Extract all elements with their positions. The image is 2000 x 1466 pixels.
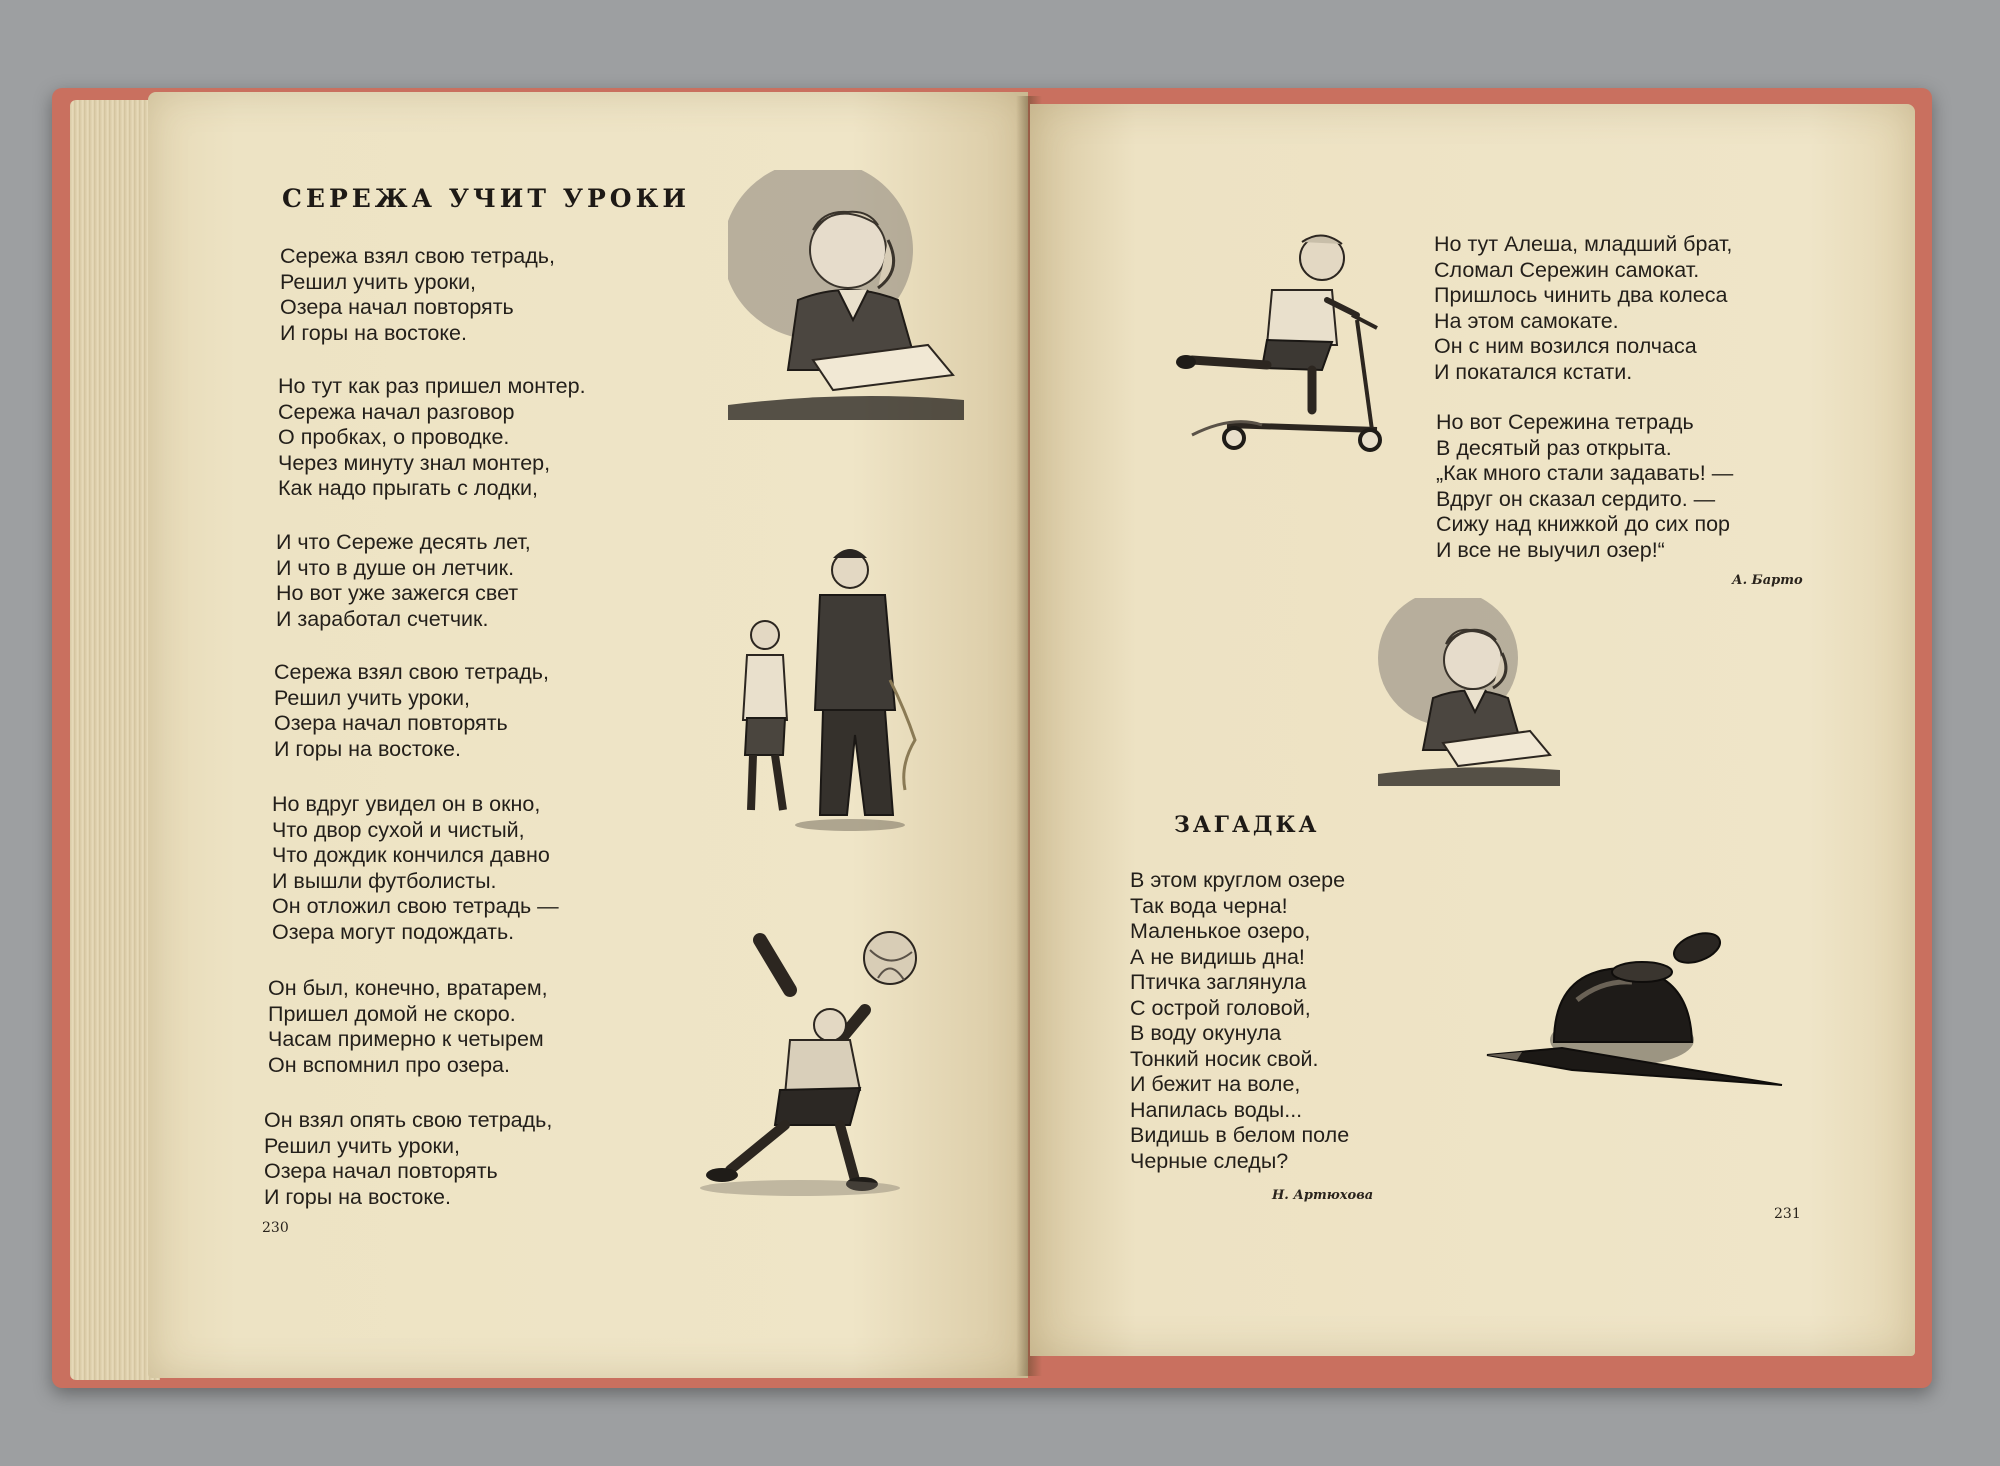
author-artyukhova: Н. Артюхова bbox=[1272, 1188, 1374, 1203]
boy-reading-icon bbox=[728, 170, 964, 420]
left-stanza-7: Он взял опять свою тетрадь, Решил учить уроки, Озера начал повторять И горы на востоке. bbox=[264, 1108, 553, 1209]
boy-and-electrician-icon bbox=[725, 540, 955, 840]
left-stanza-6: Он был, конечно, вратарем, Пришел домой не скоро. Часам примерно к четырем Он вспомнил про озера. bbox=[268, 976, 548, 1077]
left-stanza-5: Но вдруг увидел он в окно, Что двор сухой и чистый, Что дождик кончился давно И вышли футболисты. Он отложил свою тетрадь — Озера могут подождать. bbox=[272, 792, 559, 944]
page-edges bbox=[70, 100, 160, 1380]
left-stanza-1: Сережа взял свою тетрадь, Решил учить уроки, Озера начал повторять И горы на востоке. bbox=[280, 244, 555, 345]
left-stanza-3: И что Сереже десять лет, И что в душе он летчик. Но вот уже зажегся свет И заработал счетчик. bbox=[276, 530, 531, 631]
left-stanza-4: Сережа взял свою тетрадь, Решил учить уроки, Озера начал повторять И горы на востоке. bbox=[274, 660, 549, 761]
inkwell-and-pen-icon bbox=[1482, 930, 1792, 1100]
page-number-right: 231 bbox=[1774, 1206, 1801, 1222]
boy-on-scooter-icon bbox=[1172, 220, 1392, 460]
riddle-title: ЗАГАДКА bbox=[1174, 812, 1320, 838]
author-barto: А. Барто bbox=[1732, 573, 1803, 588]
left-stanza-2: Но тут как раз пришел монтер. Сережа начал разговор О пробках, о проводке. Через минуту знал монтер, Как надо прыгать с лодки, bbox=[278, 374, 586, 500]
poem-title: СЕРЕЖА УЧИТ УРОКИ bbox=[282, 184, 690, 213]
right-stanza-1: Но тут Алеша, младший брат, Сломал Сережин самокат. Пришлось чинить два колеса На этом самокате. Он с ним возился полчаса И покатался кстати. bbox=[1434, 232, 1733, 384]
goalkeeper-boy-icon bbox=[690, 930, 940, 1200]
boy-reading-icon bbox=[1378, 598, 1560, 786]
riddle-text: В этом круглом озере Так вода черна! Маленькое озеро, А не видишь дна! Птичка заглянула С острой головой, В воду окунула Тонкий носик свой. И бежит на воле, Напилась воды... Видишь в белом поле Черные следы? bbox=[1130, 868, 1350, 1173]
right-stanza-2: Но вот Сережина тетрадь В десятый раз открыта. „Как много стали задавать! — Вдруг он сказал сердито. — Сижу над книжкой до сих пор И все не выучил озер!“ bbox=[1436, 410, 1734, 562]
page-number-left: 230 bbox=[262, 1220, 289, 1236]
